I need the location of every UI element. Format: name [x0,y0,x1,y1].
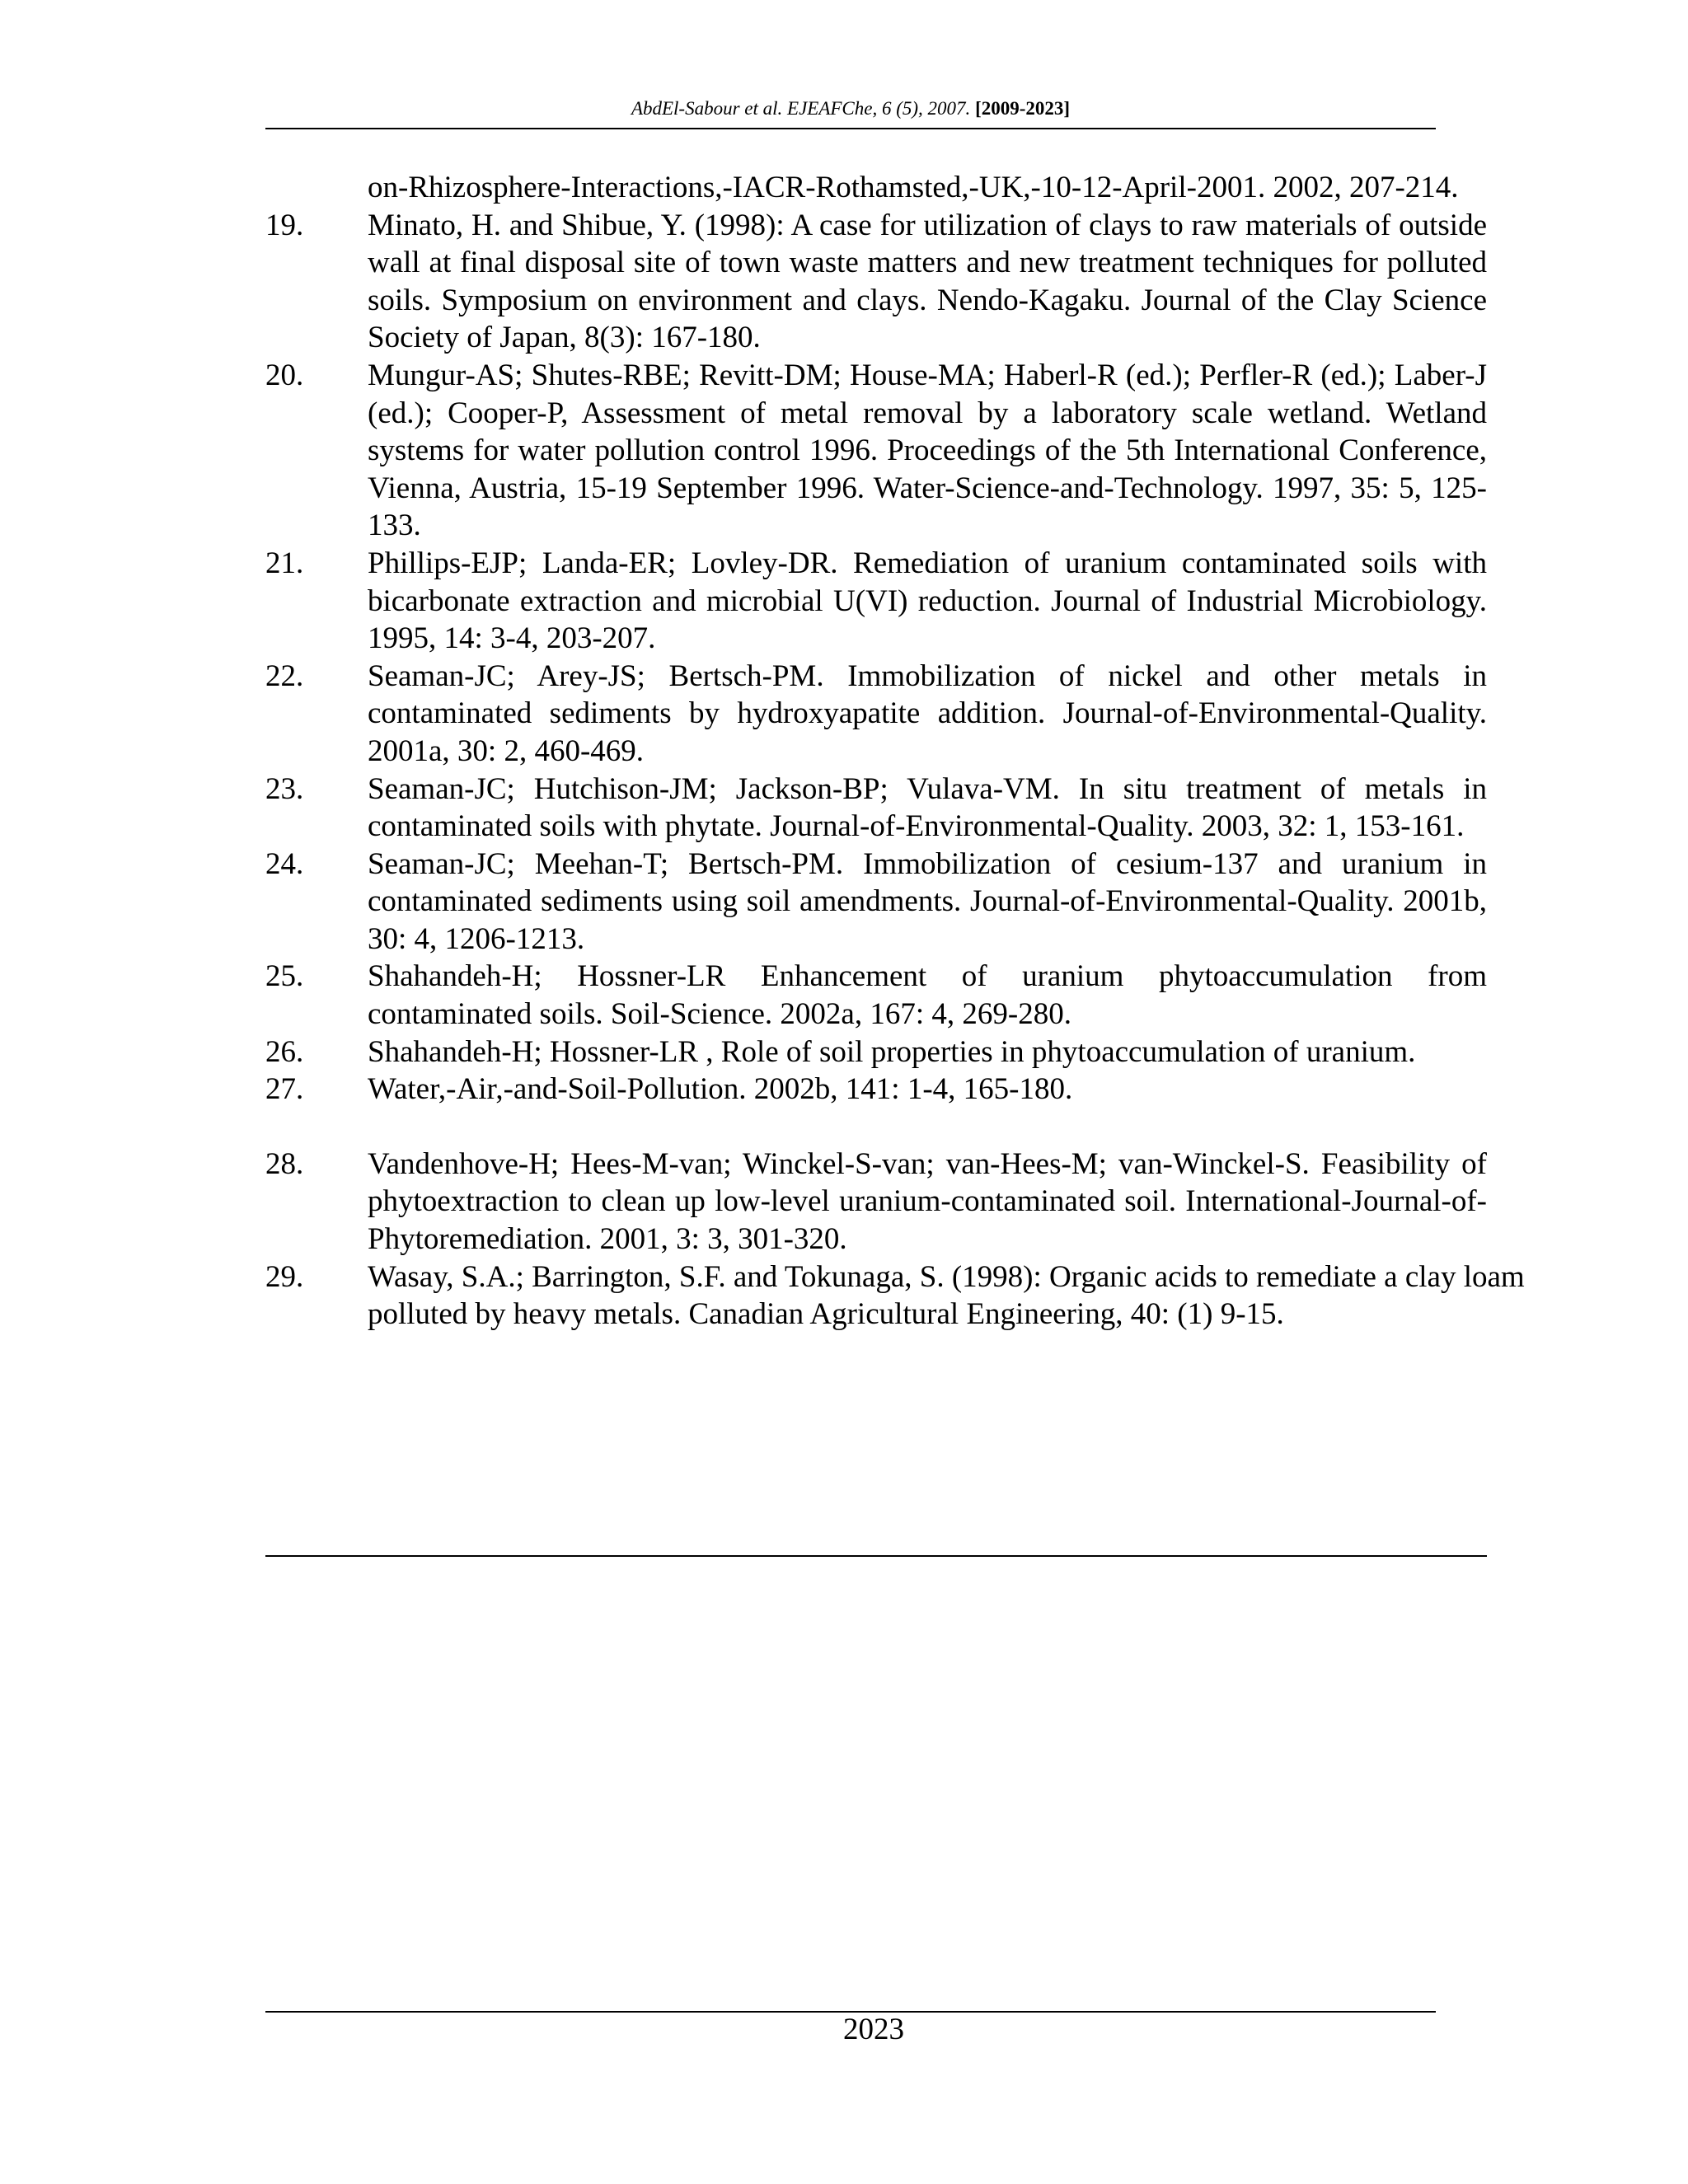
reference-text: Phillips-EJP; Landa-ER; Lovley-DR. Remediation of uranium contaminated soils with bicarbonate extraction and microbial U(VI) reduction. Journal of Industrial Microbiology. 1995, 14: 3-4, 203-207. [368,546,1487,656]
reference-item-26 [265,1033,1487,1071]
reference-text: Shahandeh-H; Hossner-LR Enhancement of uranium phytoaccumulation from contaminated soils. Soil-Science. 2002a, 167: 4, 269-280. [368,959,1487,1032]
header-citation: AbdEl-Sabour et al. EJEAFChe, 6 (5), 2007. [631,98,971,119]
reference-item-23 [265,771,1487,846]
content-end-rule [265,1555,1487,1557]
reference-item-22 [265,658,1487,771]
reference-continuation [265,169,1487,207]
reference-text: Minato, H. and Shibue, Y. (1998): A case for utilization of clays to raw materials of outside wall at final disposal site of town waste matters and new treatment techniques for polluted soils. Symposium on environment and clays. Nendo-Kagaku. Journal of the Clay Science Society of Japan, 8(3): 167-180. [368,208,1487,355]
reference-number: 29. [265,1259,304,1294]
reference-text: Seaman-JC; Hutchison-JM; Jackson-BP; Vulava-VM. In situ treatment of metals in contaminated soils with phytate. Journal-of-Environmental-Quality. 2003, 32: 1, 153-161. [368,771,1487,844]
reference-number: 23. [265,771,304,806]
reference-item-24 [265,846,1487,958]
reference-text: Mungur-AS; Shutes-RBE; Revitt-DM; House-MA; Haberl-R (ed.); Perfler-R (ed.); Laber-J (ed.); Cooper-P, Assessment of metal removal by a laboratory scale wetland. Wetland systems for water pollution control 1996. Proceedings of the 5th International Conference, Vienna, Austria, 15-19 September 1996. Water-Science-and-Technology. 1997, 35: 5, 125-133. [368,358,1487,543]
page-number: 2023 [843,2013,904,2046]
header-page-range: [2009-2023] [975,98,1071,119]
reference-number: 25. [265,959,304,994]
reference-list [265,169,1525,1333]
header-rule [265,128,1436,129]
reference-number: 28. [265,1146,304,1181]
spacer [265,1108,1487,1146]
reference-item-29 [265,1258,1563,1333]
reference-text: Shahandeh-H; Hossner-LR , Role of soil properties in phytoaccumulation of uranium. [368,1034,1416,1069]
reference-text: Seaman-JC; Meehan-T; Bertsch-PM. Immobilization of cesium-137 and uranium in contaminated sediments using soil amendments. Journal-of-Environmental-Quality. 2001b, 30: 4, 1206-1213. [368,846,1487,956]
reference-text: Wasay, S.A.; Barrington, S.F. and Tokunaga, S. (1998): Organic acids to remediate a clay loam polluted by heavy metals. Canadian Agricultural Engineering, 40: (1) 9-15. [368,1259,1525,1332]
reference-item-20 [265,357,1487,545]
reference-text: Seaman-JC; Arey-JS; Bertsch-PM. Immobilization of nickel and other metals in contaminated sediments by hydroxyapatite addition. Journal-of-Environmental-Quality. 2001a, 30: 2, 460-469. [368,658,1487,768]
reference-number: 24. [265,846,304,881]
reference-item-21 [265,545,1487,658]
running-header [265,97,1436,120]
reference-number: 27. [265,1072,304,1107]
reference-text: on-Rhizosphere-Interactions,-IACR-Rothamsted,-UK,-10-12-April-2001. 2002, 207-214. [368,171,1459,204]
reference-number: 26. [265,1034,304,1069]
reference-text: Water,-Air,-and-Soil-Pollution. 2002b, 141: 1-4, 165-180. [368,1072,1073,1107]
reference-number: 19. [265,208,304,242]
reference-text: Vandenhove-H; Hees-M-van; Winckel-S-van; van-Hees-M; van-Winckel-S. Feasibility of phytoextraction to clean up low-level uranium-contaminated soil. International-Journal-of-Phytoremediation. 2001, 3: 3, 301-320. [368,1146,1487,1257]
reference-item-25 [265,958,1487,1033]
reference-number: 21. [265,546,304,580]
reference-item-28 [265,1146,1487,1258]
reference-item-19 [265,207,1487,357]
reference-number: 22. [265,658,304,693]
reference-number: 20. [265,358,304,392]
reference-item-27 [265,1071,1487,1108]
